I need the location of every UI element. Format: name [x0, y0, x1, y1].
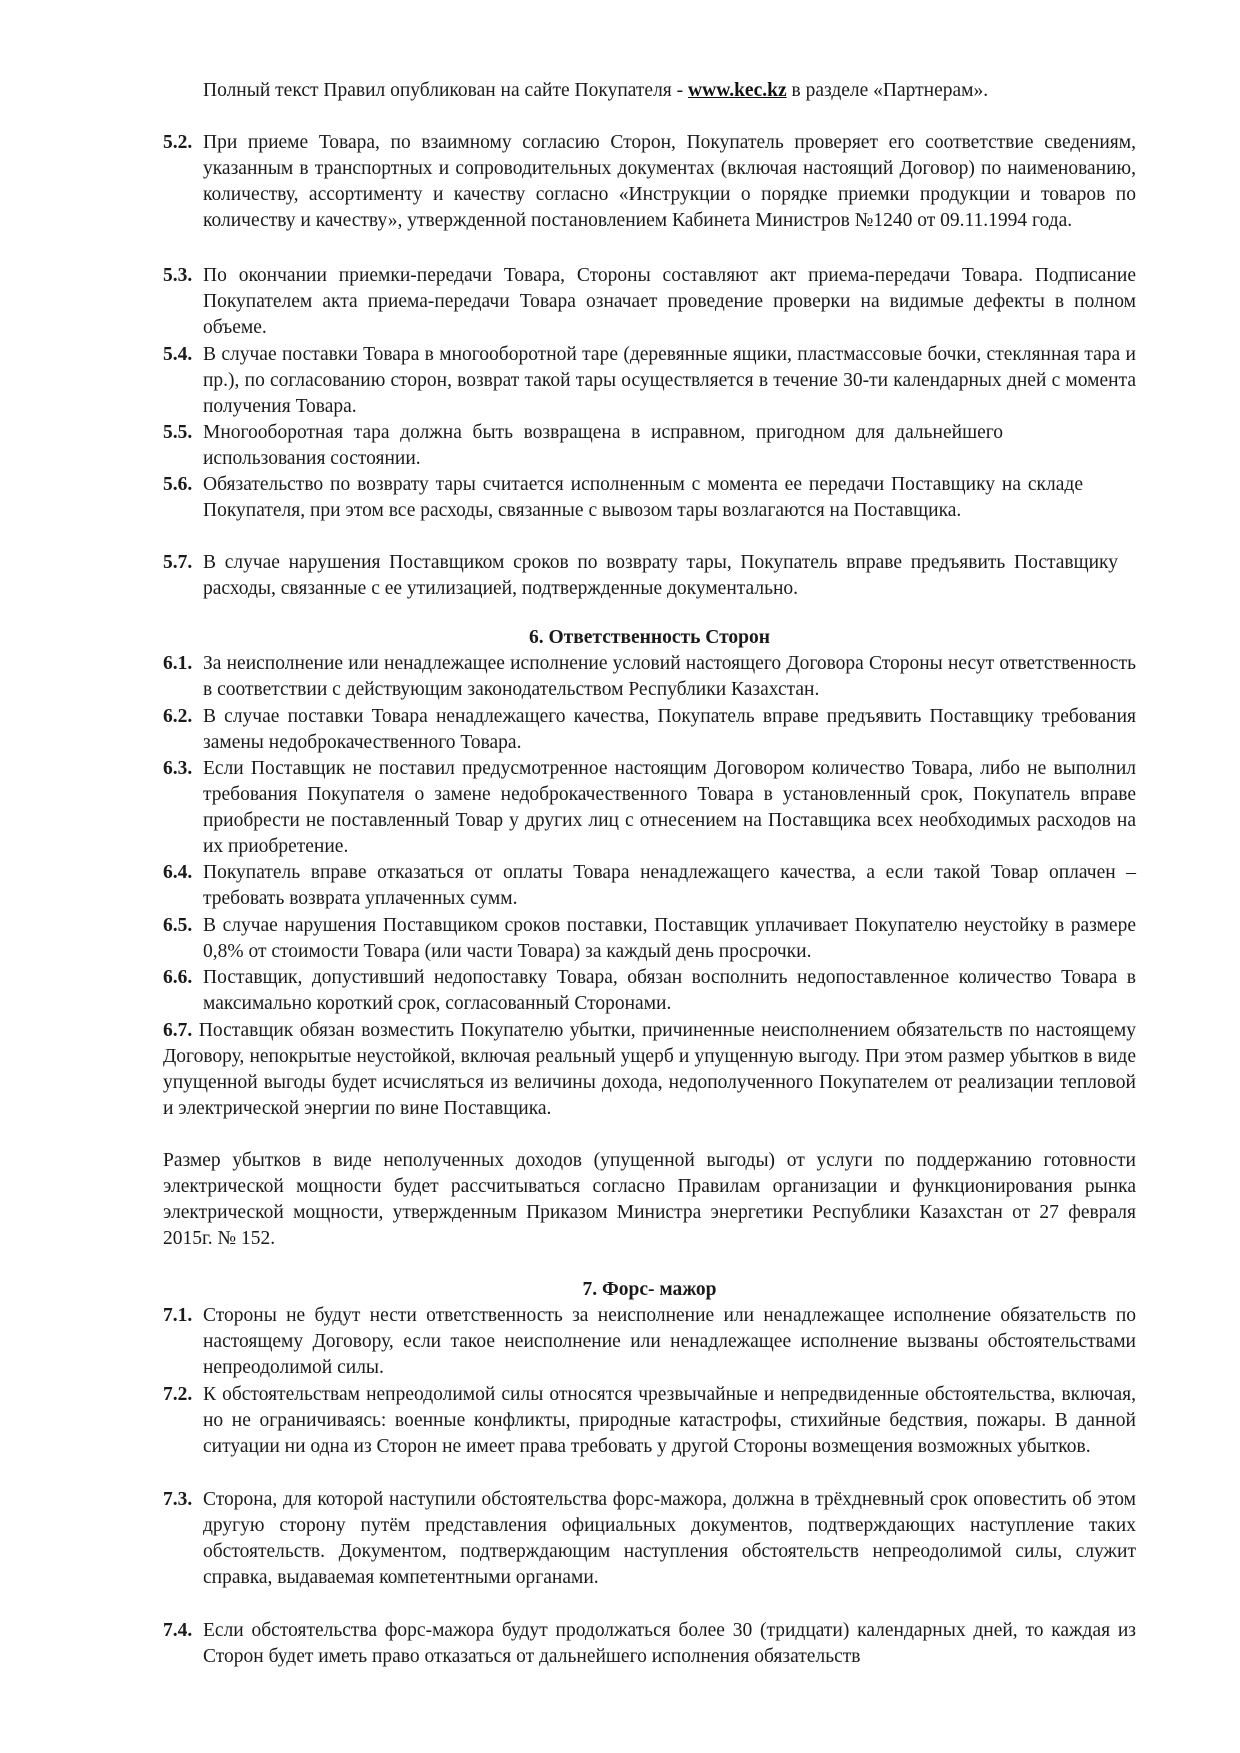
clause-text: При приеме Товара, по взаимному согласию Сторон, Покупатель проверяет его соответствие сведениям, указанным в транспортных и сопроводительных документах (включая настоящий Договор) по наименованию, количеству, ассортименту и качеству согласно «Инструкции о порядке приемки продукции и товаров по количеству и качеству», утвержденной постановлением Кабинета Министров №1240 от 09.11.1994 года.	[203, 132, 1136, 231]
clause-5-2	[163, 130, 1136, 234]
clause-text: В случае нарушения Поставщиком сроков по возврату тары, Покупатель вправе предъявить Поставщику расходы, связанные с ее утилизацией, подтвержденные документально.	[203, 552, 1118, 599]
clause-number: 7.4.	[163, 1620, 193, 1641]
clause-text: В случае нарушения Поставщиком сроков поставки, Поставщик уплачивает Покупателю неустойку в размере 0,8% от стоимости Товара (или части Товара) за каждый день просрочки.	[203, 915, 1136, 962]
clause-number: 5.4.	[163, 344, 193, 365]
clause-number: 6.3.	[163, 758, 193, 779]
clause-text: За неисполнение или ненадлежащее исполнение условий настоящего Договора Стороны несут ответственность в соответствии с действующим законодательством Республики Казахстан.	[203, 653, 1136, 700]
clause-6-7	[163, 1018, 1136, 1122]
clause-text: К обстоятельствам непреодолимой силы относятся чрезвычайные и непредвиденные обстоятельства, включая, но не ограничиваясь: военные конфликты, природные катастрофы, стихийные бедствия, пожары. В данной ситуации ни одна из Сторон не имеет права требовать у другой Стороны возмещения возможных убытков.	[203, 1384, 1136, 1457]
clause-number: 5.3.	[163, 265, 193, 286]
clause-number: 5.5.	[163, 422, 193, 443]
clause-text: Поставщик обязан возместить Покупателю убытки, причиненные неисполнением обязательств по настоящему Договору, непокрытые неустойкой, включая реальный ущерб и упущенную выгоду. При этом размер убытков в виде упущенной выгоды будет исчисляться из величины дохода, недополученного Покупателем от реализации тепловой и электрической энергии по вине Поставщика.	[163, 1020, 1136, 1119]
clause-text: Многооборотная тара должна быть возвращена в исправном, пригодном для дальнейшего использования состоянии.	[203, 422, 1003, 469]
clause-number: 6.1.	[163, 653, 193, 674]
clause-text: Покупатель вправе отказаться от оплаты Товара ненадлежащего качества, а если такой Товар оплачен – требовать возврата уплаченных сумм.	[203, 862, 1136, 909]
section-6-heading: 6. Ответственность Сторон	[528, 627, 771, 648]
clause-number: 5.7.	[163, 552, 193, 573]
clause-number: 7.2.	[163, 1384, 193, 1405]
clause-text: Если Поставщик не поставил предусмотренное настоящим Договором количество Товара, либо не выполнил требования Покупателя о замене недоброкачественного Товара в установленный срок, Покупатель вправе приобрести не поставленный Товар у других лиц с отнесением на Поставщика всех необходимых расходов на их приобретение.	[203, 758, 1136, 857]
clause-5-5	[163, 420, 1136, 472]
kec-website-link[interactable]: www.kec.kz	[688, 80, 787, 101]
clause-text: Обязательство по возврату тары считается исполненным с момента ее передачи Поставщику на складе Покупателя, при этом все расходы, связанные с вывозом тары возлагаются на Поставщика.	[203, 474, 1083, 521]
clause-text: Стороны не будут нести ответственность за неисполнение или ненадлежащее исполнение обязательств по настоящему Договору, если такое неисполнение или ненадлежащее исполнение вызваны обстоятельствами непреодолимой силы.	[203, 1305, 1136, 1378]
clause-7-3	[163, 1487, 1136, 1591]
clause-number: 6.7.	[163, 1020, 193, 1041]
clause-6-5	[163, 913, 1136, 965]
clause-6-1	[163, 651, 1136, 703]
clause-6-3	[163, 756, 1136, 860]
clause-text: По окончании приемки-передачи Товара, Стороны составляют акт приема-передачи Товара. Подписание Покупателем акта приема-передачи Товара означает проведение проверки на видимые дефекты в полном объеме.	[203, 265, 1136, 338]
clause-5-6	[163, 472, 1136, 524]
clause-6-4	[163, 860, 1136, 912]
clause-number: 5.2.	[163, 132, 193, 153]
clause-number: 7.1.	[163, 1305, 193, 1326]
clause-text: Если обстоятельства форс-мажора будут продолжаться более 30 (тридцати) календарных дней, то каждая из Сторон будет иметь право отказаться от дальнейшего исполнения обязательств	[203, 1620, 1136, 1667]
rules-publication-paragraph	[203, 78, 1136, 104]
clause-5-3	[163, 263, 1136, 341]
clause-text: В случае поставки Товара в многооборотной таре (деревянные ящики, пластмассовые бочки, стеклянная тара и пр.), по согласованию сторон, возврат такой тары осуществляется в течение 30-ти календарных дней с момента получения Товара.	[203, 344, 1136, 417]
clause-number: 6.4.	[163, 862, 193, 883]
section-7-heading: 7. Форс- мажор	[582, 1279, 717, 1300]
clause-number: 6.6.	[163, 967, 193, 988]
clause-number: 6.2.	[163, 706, 193, 727]
clause-6-7-losses-paragraph: Размер убытков в виде неполученных доходов (упущенной выгоды) от услуги по поддержанию готовности электрической мощности будет рассчитываться согласно Правилам организации и функционирования рынка электрической мощности, утвержденным Приказом Министра энергетики Республики Казахстан от 27 февраля 2015г. № 152.	[163, 1150, 1136, 1249]
clause-number: 7.3.	[163, 1489, 193, 1510]
clause-7-4	[163, 1618, 1136, 1670]
clause-6-2	[163, 704, 1136, 756]
clause-5-7	[163, 550, 1136, 602]
clause-6-6	[163, 965, 1136, 1017]
clause-5-4	[163, 342, 1136, 420]
intro-text-end: в разделе «Партнерам».	[786, 80, 989, 101]
clause-7-2	[163, 1382, 1136, 1460]
clause-7-1	[163, 1303, 1136, 1381]
clause-number: 5.6.	[163, 474, 193, 495]
clause-text: Сторона, для которой наступили обстоятельства форс-мажора, должна в трёхдневный срок оповестить об этом другую сторону путём представления официальных документов, подтверждающих наступление таких обстоятельств. Документом, подтверждающим наступления обстоятельств непреодолимой силы, служит справка, выдаваемая компетентными органами.	[203, 1489, 1136, 1588]
clause-text: Поставщик, допустивший недопоставку Товара, обязан восполнить недопоставленное количество Товара в максимально короткий срок, согласованный Сторонами.	[203, 967, 1136, 1014]
intro-text: Полный текст Правил опубликован на сайте Покупателя -	[203, 80, 689, 101]
clause-text: В случае поставки Товара ненадлежащего качества, Покупатель вправе предъявить Поставщику требования замены недоброкачественного Товара.	[203, 706, 1136, 753]
clause-number: 6.5.	[163, 915, 193, 936]
